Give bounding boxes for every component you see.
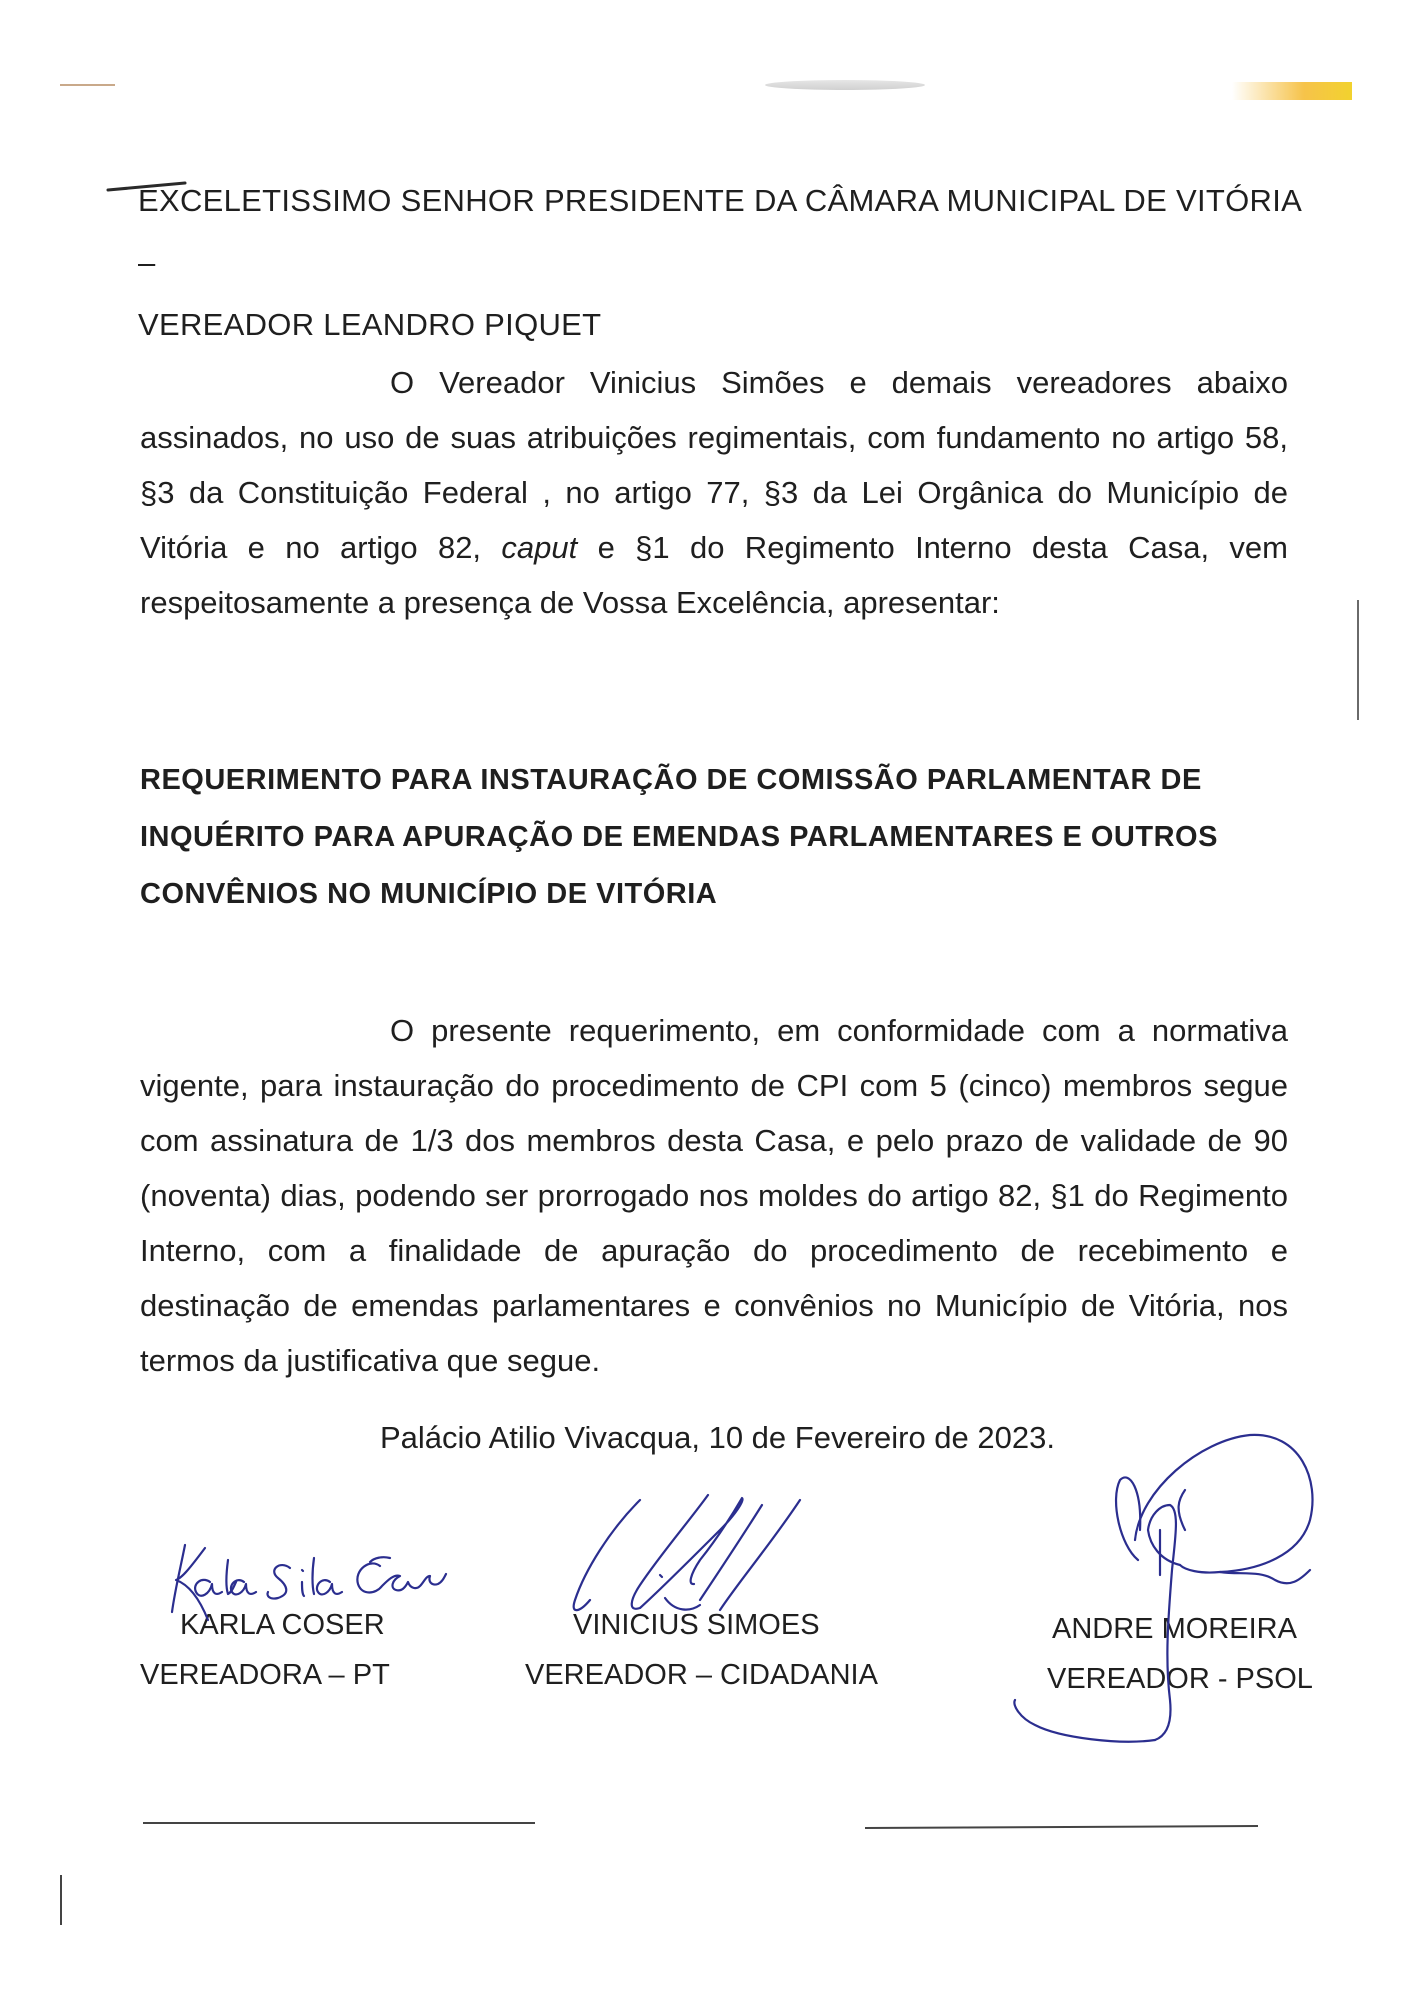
scan-edge-mark-right [1232,82,1352,100]
signatory-role: VEREADOR – CIDADANIA [525,1659,878,1691]
addressee-line-1: EXCELETISSIMO SENHOR PRESIDENTE DA CÂMARA MUNICIPAL DE VITÓRIA – [138,183,1301,280]
scan-edge-mark-left [60,84,115,86]
signature-line-left [143,1822,535,1824]
request-title-line-2: INQUÉRITO PARA APURAÇÃO DE EMENDAS PARLAMENTARES E OUTROS [140,821,1218,853]
scan-edge-line-left-bottom [60,1875,62,1925]
signatory-name: KARLA COSER [180,1609,385,1641]
signature-block-andre [1047,1604,1313,1704]
signatory-role: VEREADOR - PSOL [1047,1663,1313,1695]
intro-italic-term: caput [501,530,578,565]
addressee-line-2: VEREADOR LEANDRO PIQUET [138,307,602,342]
place-date: Palácio Atilio Vivacqua, 10 de Fevereiro de 2023. [380,1420,1055,1455]
signatory-name: VINICIUS SIMOES [573,1609,820,1641]
intro-text-end: e §1 do Regimento Interno desta Casa, vem respeitosamente a presença de Vossa Excelência, apresentar: [140,530,1288,620]
intro-paragraph [140,355,1288,630]
scan-edge-line-right [1357,600,1359,720]
signature-line-right [865,1825,1258,1829]
signatory-role: VEREADORA – PT [140,1659,390,1691]
request-title [140,752,1288,923]
signature-block-vinicius [525,1600,878,1700]
addressee [138,170,1313,356]
signature-block-karla [140,1600,390,1700]
signatory-name: ANDRE MOREIRA [1052,1613,1297,1645]
signature-vinicius [574,1495,800,1610]
request-title-line-1: REQUERIMENTO PARA INSTAURAÇÃO DE COMISSÃO PARLAMENTAR DE [140,764,1202,796]
intro-text-start: O Vereador Vinicius Simões e demais vereadores abaixo assinados, no uso de suas atribuições regimentais, com fundamento no artigo 58, §3 da Constituição Federal , no artigo 77, §3 da Lei Orgânica do Município de Vitória e no artigo 82, [140,365,1288,565]
request-title-line-3: CONVÊNIOS NO MUNICÍPIO DE VITÓRIA [140,878,718,910]
scan-edge-mark-center [765,80,925,90]
body-paragraph: O presente requerimento, em conformidade com a normativa vigente, para instauração do procedimento de CPI com 5 (cinco) membros segue com assinatura de 1/3 dos membros desta Casa, e pelo prazo de validade de 90 (noventa) dias, podendo ser prorrogado nos moldes do artigo 82, §1 do Regimento Interno, com a finalidade de apuração do procedimento de recebimento e destinação de emendas parlamentares e convênios no Município de Vitória, nos termos da justificativa que segue. [140,1013,1288,1378]
